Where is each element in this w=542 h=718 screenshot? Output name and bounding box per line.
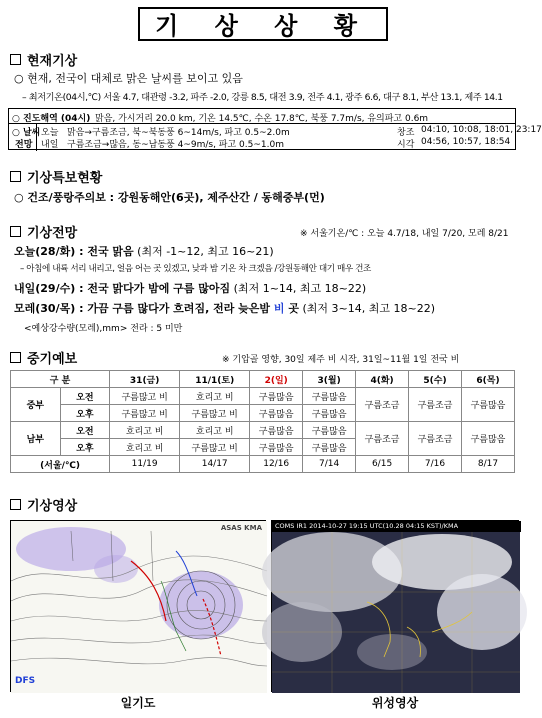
rain-word: 비 bbox=[273, 302, 285, 315]
jindo-label: ○ 진도해역 (04시) bbox=[12, 114, 91, 124]
weekly-forecast-table bbox=[10, 370, 515, 473]
today-outlook-detail: – 아침에 내륙 서리 내리고, 얼음 어는 곳 있겠고, 낮과 밤 기온 차 크겠음 /강원동해안 대기 매우 건조 bbox=[20, 264, 371, 274]
table-cell: 8/17 bbox=[461, 456, 514, 473]
special-report-line: ○ 건조/풍랑주의보 : 강원동해안(6곳), 제주산간 / 동해중부(먼) bbox=[14, 191, 325, 204]
square-bullet-icon bbox=[10, 226, 21, 237]
dayafter-outlook-label: 모레(30/목) : 가끔 구름 많다가 흐려짐, 전라 늦은밤 bbox=[14, 302, 274, 315]
table-cell: 구름많음 bbox=[303, 405, 356, 422]
satellite-svg bbox=[272, 532, 520, 693]
square-bullet-icon bbox=[10, 499, 21, 510]
today-outlook bbox=[14, 243, 274, 259]
section-title: 기상영상 bbox=[27, 499, 78, 514]
tomorrow-outlook-label: 내일(29/수) : 전국 맑다가 밤에 구름 많아짐 bbox=[14, 282, 231, 295]
table-cell: 구름많고 비 bbox=[180, 439, 250, 456]
table-cell: 구름많음 bbox=[303, 439, 356, 456]
forecast-label-2: 전망 bbox=[15, 140, 33, 150]
dayafter-outlook-temp: (최저 3~14, 최고 18~22) bbox=[302, 302, 435, 315]
images-heading bbox=[10, 495, 77, 514]
tide-label-2: 시각 bbox=[397, 140, 415, 150]
table-cell: 6/15 bbox=[356, 456, 409, 473]
table-cell: 구름많고 비 bbox=[110, 388, 180, 405]
map-stamp: ASAS KMA bbox=[220, 524, 262, 532]
day-header: 31(금) bbox=[110, 371, 180, 388]
satellite-caption: 위성영상 bbox=[371, 696, 419, 710]
satellite-image bbox=[271, 520, 519, 692]
tomorrow-outlook bbox=[14, 280, 366, 296]
day-header: 2(일) bbox=[250, 371, 303, 388]
period-am: 오전 bbox=[60, 422, 110, 439]
special-report-heading bbox=[10, 167, 102, 186]
table-cell: 구름많고 비 bbox=[110, 405, 180, 422]
table-cell: 구름많고 비 bbox=[180, 405, 250, 422]
weekly-note: ※ 기압골 영향, 30일 제주 비 시작, 31일~11월 1일 전국 비 bbox=[222, 355, 460, 365]
table-cell: 구름많음 bbox=[250, 439, 303, 456]
table-cell: 구름많음 bbox=[461, 388, 514, 422]
period-pm: 오후 bbox=[60, 405, 110, 422]
table-cell: 구름조금 bbox=[409, 388, 462, 422]
table-cell: 7/14 bbox=[303, 456, 356, 473]
today-sea-forecast: 맑음→구름조금, 북~북동풍 6~14m/s, 파고 0.5~2.0m bbox=[67, 128, 290, 138]
precip-note: <예상강수량(모레),mm> 전라 : 5 미만 bbox=[24, 324, 183, 334]
day-header: 11/1(토) bbox=[180, 371, 250, 388]
section-title: 기상특보현황 bbox=[27, 171, 103, 186]
table-header-row bbox=[11, 371, 515, 388]
map-dfs-label: DFS bbox=[15, 676, 36, 686]
dayafter-outlook bbox=[14, 300, 435, 316]
min-temp-line: – 최저기온(04시,℃) 서울 4.7, 대관령 -3.2, 파주 -2.0, 강릉 8.5, 대전 3.9, 전주 4.1, 광주 6.6, 대구 8.1, 부산 13.1, 제주 14.1 bbox=[22, 92, 503, 103]
region-middle: 중부 bbox=[11, 388, 61, 422]
table-cell: 구름조금 bbox=[356, 388, 409, 422]
col-header: 구 분 bbox=[11, 371, 110, 388]
table-cell: 7/16 bbox=[409, 456, 462, 473]
day-header: 5(수) bbox=[409, 371, 462, 388]
today-label: 오늘 bbox=[41, 128, 59, 138]
day-header: 3(월) bbox=[303, 371, 356, 388]
table-cell: 14/17 bbox=[180, 456, 250, 473]
weather-map-svg bbox=[11, 521, 267, 693]
seoul-temp-label: (서울/℃) bbox=[11, 456, 110, 473]
day-header: 4(화) bbox=[356, 371, 409, 388]
table-cell: 흐리고 비 bbox=[110, 439, 180, 456]
table-cell: 구름많음 bbox=[461, 422, 514, 456]
page-title: 기 상 상 황 bbox=[138, 7, 388, 41]
table-cell: 흐리고 비 bbox=[110, 422, 180, 439]
section-title: 중기예보 bbox=[27, 352, 78, 367]
section-title: 현재기상 bbox=[27, 54, 78, 69]
table-cell: 구름많음 bbox=[250, 405, 303, 422]
outlook-heading bbox=[10, 222, 77, 241]
table-cell: 구름많음 bbox=[303, 422, 356, 439]
period-pm: 오후 bbox=[60, 439, 110, 456]
dayafter-outlook-label-end: 곳 bbox=[284, 302, 299, 315]
square-bullet-icon bbox=[10, 54, 21, 65]
table-cell: 흐리고 비 bbox=[180, 422, 250, 439]
table-cell: 12/16 bbox=[250, 456, 303, 473]
table-cell: 구름많음 bbox=[303, 388, 356, 405]
weather-map-caption: 일기도 bbox=[120, 696, 156, 710]
table-cell: 구름조금 bbox=[356, 422, 409, 456]
square-bullet-icon bbox=[10, 352, 21, 363]
period-am: 오전 bbox=[60, 388, 110, 405]
today-outlook-temp: (최저 -1~12, 최고 16~21) bbox=[137, 245, 274, 258]
weekly-heading bbox=[10, 348, 77, 367]
section-title: 기상전망 bbox=[27, 226, 78, 241]
seoul-temp-note: ※ 서울기온/℃ : 오늘 4.7/18, 내일 7/20, 모레 8/21 bbox=[300, 229, 509, 239]
table-row bbox=[11, 388, 515, 405]
table-cell: 구름많음 bbox=[250, 388, 303, 405]
forecast-label: ○ 날씨 bbox=[12, 128, 41, 138]
tide-label: 창조 bbox=[397, 128, 415, 138]
tomorrow-sea-forecast: 구름조금→많음, 동~남동풍 4~9m/s, 파고 0.5~1.0m bbox=[67, 140, 284, 150]
observation-box bbox=[8, 108, 542, 150]
table-row bbox=[11, 422, 515, 439]
square-bullet-icon bbox=[10, 171, 21, 182]
today-outlook-label: 오늘(28/화) : 전국 맑음 bbox=[14, 245, 134, 258]
table-row bbox=[11, 456, 515, 473]
current-weather-heading bbox=[10, 50, 77, 69]
tide-times-2: 04:56, 10:57, 18:54 bbox=[421, 137, 511, 147]
tomorrow-outlook-temp: (최저 1~14, 최고 18~22) bbox=[233, 282, 367, 295]
day-header: 6(목) bbox=[461, 371, 514, 388]
current-summary: ○ 현재, 전국이 대체로 맑은 날씨를 보이고 있음 bbox=[14, 72, 243, 85]
tomorrow-label: 내일 bbox=[41, 140, 59, 150]
tide-times-1: 04:10, 10:08, 18:01, 23:17 bbox=[421, 125, 542, 135]
region-south: 남부 bbox=[11, 422, 61, 456]
table-cell: 흐리고 비 bbox=[180, 388, 250, 405]
table-cell: 11/19 bbox=[110, 456, 180, 473]
jindo-observation: 맑음, 가시거리 20.0 km, 기온 14.5℃, 수온 17.8℃, 북풍 7.7m/s, 유의파고 0.6m bbox=[95, 114, 429, 124]
table-cell: 구름많음 bbox=[250, 422, 303, 439]
table-cell: 구름조금 bbox=[409, 422, 462, 456]
satellite-header: COMS IR1 2014-10-27 19:15 UTC(10.28 04:15 KST)/KMA bbox=[272, 521, 521, 532]
weather-map-image bbox=[10, 520, 266, 692]
